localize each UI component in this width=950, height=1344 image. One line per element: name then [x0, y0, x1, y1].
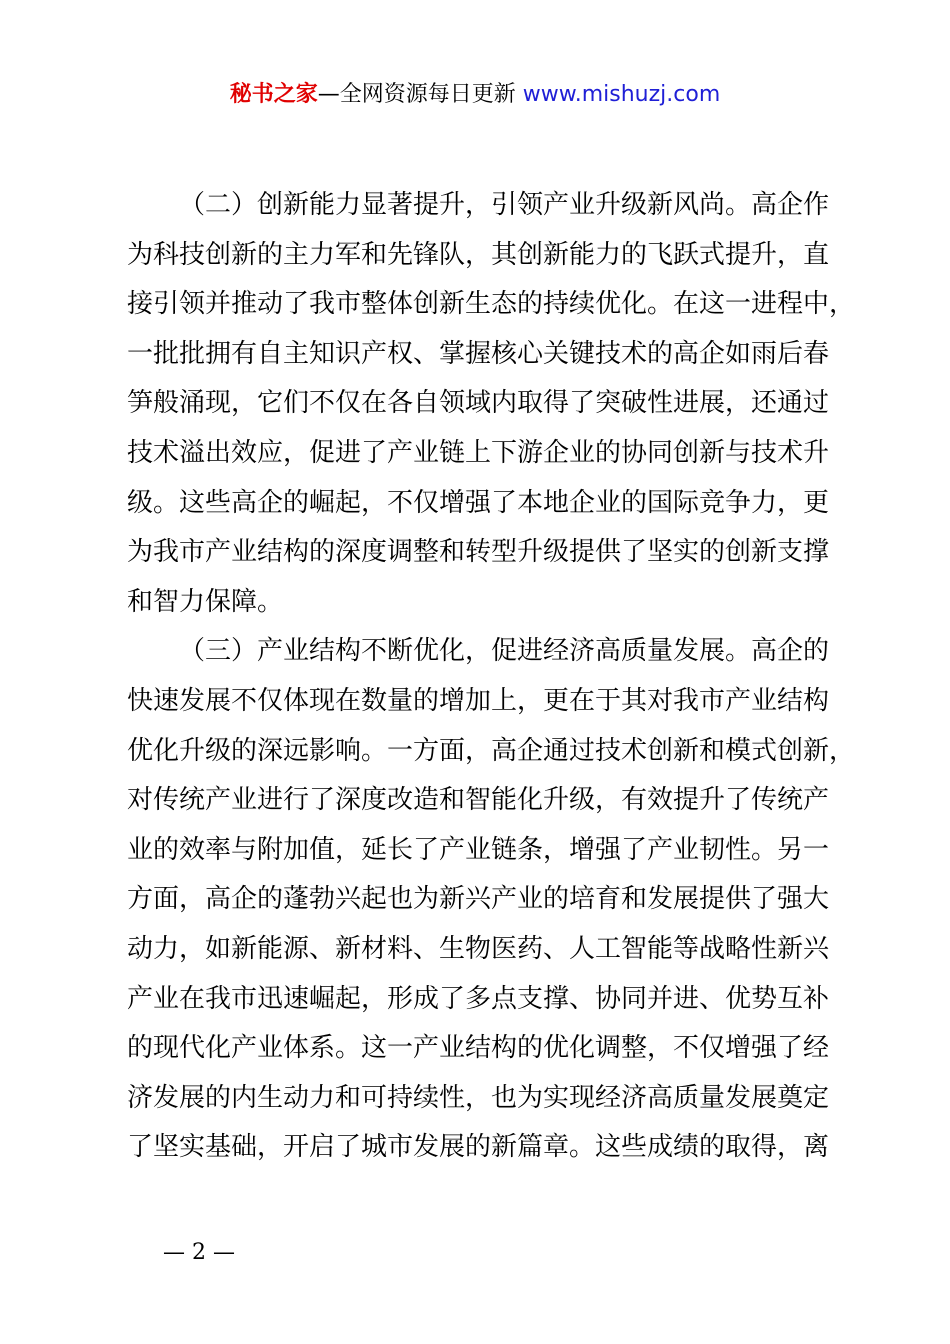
paragraph-line: 快速发展不仅体现在数量的增加上，更在于其对我市产业结构: [127, 685, 830, 716]
paragraph-line: 产业在我市迅速崛起，形成了多点支撑、协同并进、优势互补: [127, 983, 830, 1014]
site-tagline: —全网资源每日更新: [317, 82, 523, 107]
paragraph-line: 和智力保障。: [127, 586, 284, 617]
paragraph-line: 方面，高企的蓬勃兴起也为新兴产业的培育和发展提供了强大: [127, 884, 830, 915]
paragraph-line: 技术溢出效应，促进了产业链上下游企业的协同创新与技术升: [127, 437, 830, 468]
paragraph-line: 的现代化产业体系。这一产业结构的优化调整，不仅增强了经: [127, 1033, 830, 1064]
page-number: — 2 —: [163, 1240, 235, 1265]
page-header: [0, 80, 950, 110]
paragraph-line: 动力，如新能源、新材料、生物医药、人工智能等战略性新兴: [127, 933, 830, 964]
paragraph-line: 接引领并推动了我市整体创新生态的持续优化。在这一进程中，: [127, 289, 856, 320]
paragraph-line: 优化升级的深远影响。一方面，高企通过技术创新和模式创新，: [127, 735, 856, 766]
paragraph-line: 了坚实基础，开启了城市发展的新篇章。这些成绩的取得，离: [127, 1132, 830, 1163]
paragraph-line: 济发展的内生动力和可持续性，也为实现经济高质量发展奠定: [127, 1082, 830, 1113]
paragraph-line: 业的效率与附加值，延长了产业链条，增强了产业韧性。另一: [127, 834, 830, 865]
site-brand-name: 秘书之家: [229, 82, 318, 107]
paragraph-line: 为我市产业结构的深度调整和转型升级提供了坚实的创新支撑: [127, 537, 830, 568]
document-body: [127, 185, 856, 1177]
paragraph-innovation: [127, 185, 856, 631]
paragraph-line: 级。这些高企的崛起，不仅增强了本地企业的国际竞争力，更: [127, 487, 830, 518]
paragraph-line: 对传统产业进行了深度改造和智能化升级，有效提升了传统产: [127, 785, 830, 816]
paragraph-line: 笋般涌现，它们不仅在各自领域内取得了突破性进展，还通过: [127, 388, 830, 419]
paragraph-line: （三）产业结构不断优化，促进经济高质量发展。高企的: [179, 636, 830, 667]
paragraph-industry-structure: [127, 631, 856, 1177]
paragraph-line: 为科技创新的主力军和先锋队，其创新能力的飞跃式提升，直: [127, 239, 830, 270]
paragraph-line: （二）创新能力显著提升，引领产业升级新风尚。高企作: [179, 190, 830, 220]
site-url-link[interactable]: www.mishuzj.com: [522, 82, 721, 107]
paragraph-line: 一批批拥有自主知识产权、掌握核心关键技术的高企如雨后春: [127, 338, 830, 369]
